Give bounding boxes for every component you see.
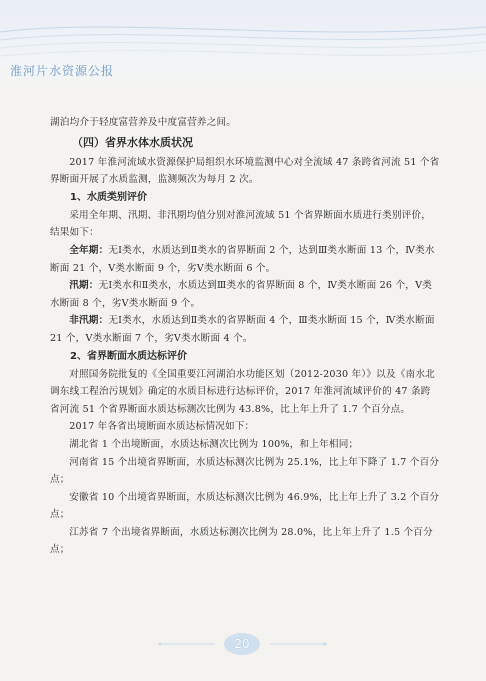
- paragraph: 湖泊均介于轻度富营养及中度富营养之间。: [50, 117, 237, 128]
- subsection-heading: 1、水质类别评价: [70, 191, 147, 203]
- paragraph-flood-season: [50, 277, 440, 312]
- paragraph-non-flood-season: [50, 312, 440, 347]
- paragraph: 2017 年各省出境断面水质达标情况如下：: [69, 421, 255, 433]
- header-decoration: [0, 22, 486, 92]
- label-non-flood-season: 非汛期：: [69, 315, 109, 327]
- label-full-year: 全年期：: [69, 244, 109, 256]
- paragraph: 江苏省 7 个出境省界断面，水质达标测次比例为 28.0%，比上年上升了 1.5 个百分点；: [50, 526, 433, 556]
- report-body: [50, 114, 440, 559]
- label-flood-season: 汛期：: [69, 280, 99, 292]
- page-number: 20: [224, 633, 260, 655]
- text-non-flood-season: 无Ⅰ类水，水质达到Ⅱ类水的省界断面 4 个，Ⅲ类水断面 15 个，Ⅳ类水断面 21 个，Ⅴ类水断面 7 个，劣Ⅴ类水断面 4 个。: [50, 315, 435, 344]
- paragraph: 采用全年期、汛期、非汛期均值分别对淮河流域 51 个省界断面水质进行类别评价，结果如下：: [50, 209, 432, 239]
- paragraph: 安徽省 10 个出境省界断面，水质达标测次比例为 46.9%，比上年上升了 3.2 个百分点；: [50, 491, 440, 521]
- publication-title: 淮河片水资源公报: [10, 64, 115, 78]
- text-flood-season: 无Ⅰ类水和Ⅱ类水，水质达到Ⅲ类水的省界断面 8 个，Ⅳ类水断面 26 个，Ⅴ类水断面 8 个，劣Ⅴ类水断面 9 个。: [50, 280, 432, 309]
- text-full-year: 无Ⅰ类水，水质达到Ⅱ类水的省界断面 2 个，达到Ⅲ类水断面 13 个，Ⅳ类水断面 21 个，Ⅴ类水断面 9 个，劣Ⅴ类水断面 6 个。: [50, 244, 435, 274]
- section-heading: （四）省界水体水质状况: [72, 135, 193, 149]
- paragraph: 2017 年淮河流域水资源保护局组织水环境监测中心对全流域 47 条跨省河流 51 个省界断面开展了水质监测，监测频次为每月 2 次。: [50, 156, 440, 186]
- paragraph: 湖北省 1 个出境断面，水质达标测次比例为 100%，和上年相同；: [69, 438, 359, 450]
- paragraph-full-year: [50, 242, 440, 277]
- paragraph: 河南省 15 个出境省界断面，水质达标测次比例为 25.1%，比上年下降了 1.7 个百分点；: [50, 456, 440, 486]
- subsection-heading: 2、省界断面水质达标评价: [70, 350, 187, 362]
- paragraph: 对照国务院批复的《全国重要江河湖泊水功能区划（2012-2030 年）》以及《南水北调东线工程治污规划》确定的水质目标进行达标评价，2017 年淮河流域评价的 47 条跨省河流 51 个省界断面水质达标测次比例为 43.8%，比上年上升了 1.7 个百分点。: [50, 368, 435, 415]
